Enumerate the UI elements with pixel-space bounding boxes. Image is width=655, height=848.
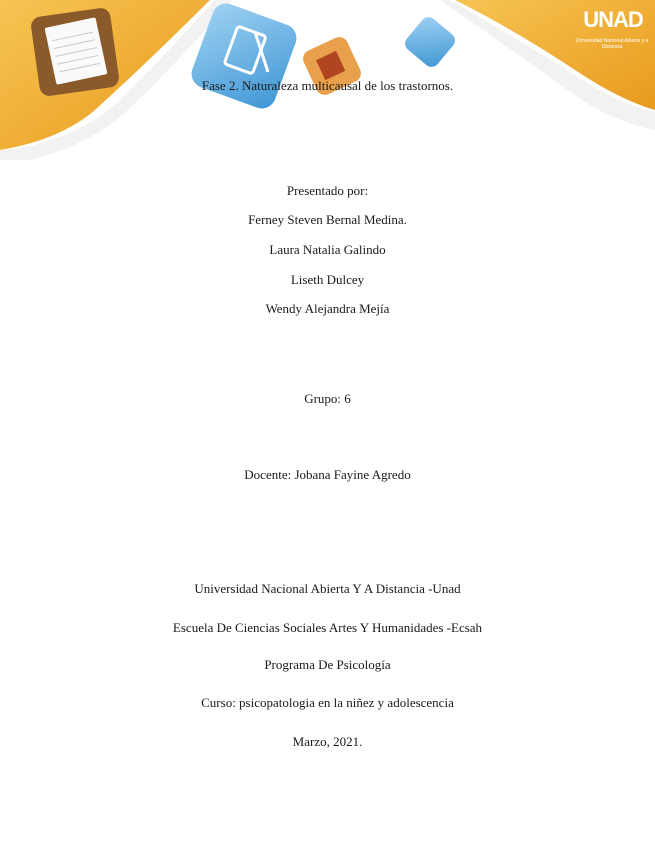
university-name: Universidad Nacional Abierta Y A Distancia -Unad — [194, 581, 461, 596]
unad-logo-subtitle: Universidad Nacional Abierta y a Distancia — [575, 38, 649, 50]
presenter-name: Wendy Alejandra Mejía — [265, 301, 390, 316]
document-title: Fase 2. Naturaleza multicausal de los trastornos. — [201, 78, 454, 93]
school-name: Escuela De Ciencias Sociales Artes Y Humanidades -Ecsah — [172, 620, 483, 635]
document-date: Marzo, 2021. — [292, 734, 363, 749]
teacher-name: Docente: Jobana Fayine Agredo — [244, 467, 411, 482]
unad-logo: UNAD — [583, 7, 643, 32]
course-name: Curso: psicopatologia en la niñez y adolescencia — [201, 695, 454, 710]
presenters-label: Presentado por: — [286, 183, 369, 198]
presenter-name: Liseth Dulcey — [290, 272, 365, 287]
group-number: Grupo: 6 — [304, 391, 351, 406]
presenter-name: Laura Natalia Galindo — [269, 242, 386, 257]
presenter-name: Ferney Steven Bernal Medina. — [248, 212, 407, 227]
program-name: Programa De Psicología — [264, 657, 391, 672]
